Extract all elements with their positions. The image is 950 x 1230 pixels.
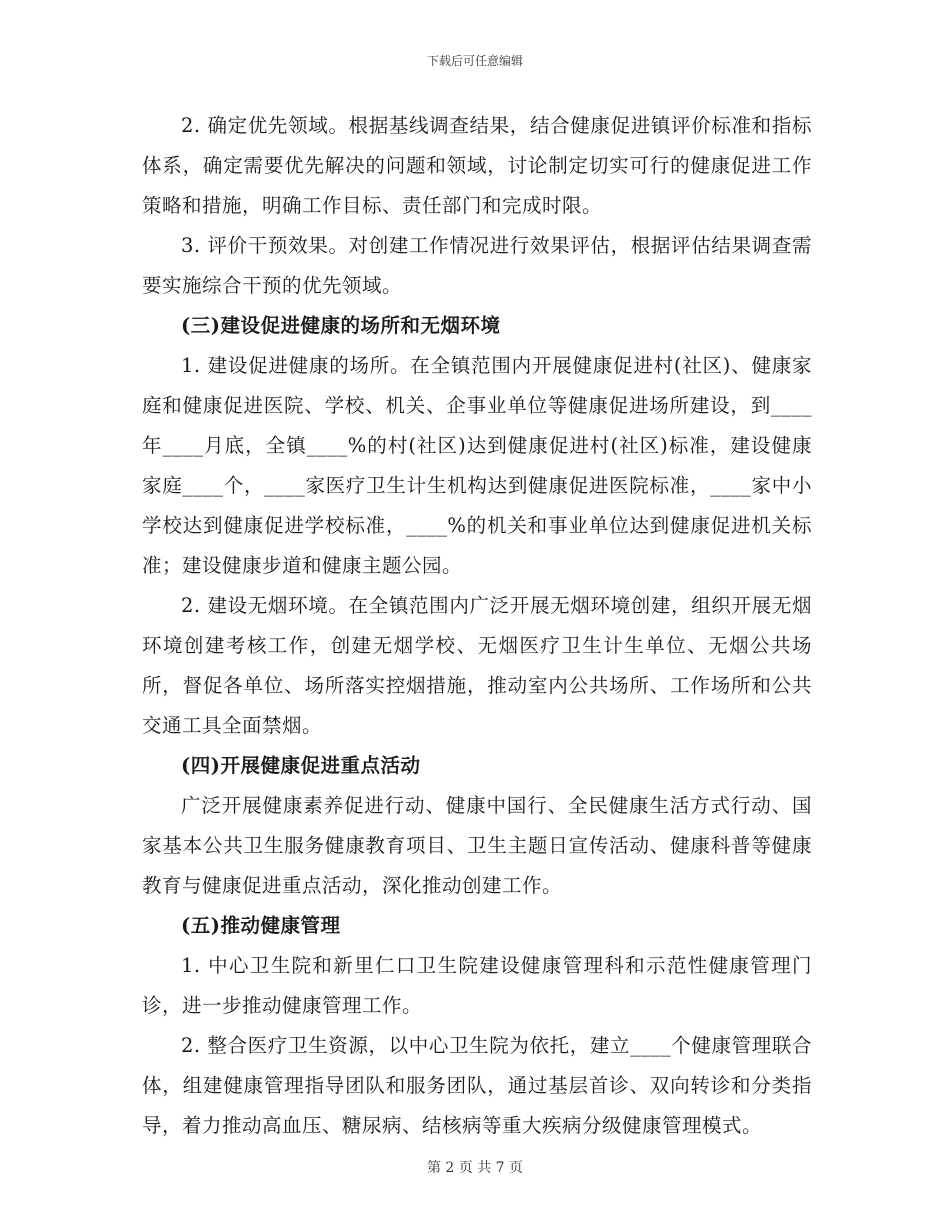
section-heading-3: (三)建设促进健康的场所和无烟环境 xyxy=(181,314,501,337)
paragraph-healthy-venues: 1. 建设促进健康的场所。在全镇范围内开展健康促进村(社区)、健康家庭和健康促进医院、学校、机关、企事业单位等健康促进场所建设，到____年____月底，全镇____%的村(社区)达到健康促进村(社区)标准，建设健康家庭____个，____家医疗卫生计生机构达到健康促进医院标准，____家中小学校达到健康促进学校标准，____%的机关和事业单位达到健康促进机关标准；建设健康步道和健康主题公园。 xyxy=(142,354,812,577)
section-heading-4: (四)开展健康促进重点活动 xyxy=(181,754,421,777)
page-header: 下载后可任意编辑 xyxy=(426,54,523,68)
paragraph-evaluate-intervention: 3. 评价干预效果。对创建工作情况进行效果评估，根据评估结果调查需要实施综合干预的优先领域。 xyxy=(142,234,812,297)
paragraph-key-activities: 广泛开展健康素养促进行动、健康中国行、全民健康生活方式行动、国家基本公共卫生服务健康教育项目、卫生主题日宣传活动、健康科普等健康教育与健康促进重点活动，深化推动创建工作。 xyxy=(142,794,812,897)
paragraph-smoke-free: 2. 建设无烟环境。在全镇范围内广泛开展无烟环境创建，组织开展无烟环境创建考核工作，创建无烟学校、无烟医疗卫生计生单位、无烟公共场所，督促各单位、场所落实控烟措施，推动室内公共场所、工作场所和公共交通工具全面禁烟。 xyxy=(142,594,812,737)
paragraph-health-management-alliance: 2. 整合医疗卫生资源，以中心卫生院为依托，建立____个健康管理联合体，组建健康管理指导团队和服务团队，通过基层首诊、双向转诊和分类指导，着力推动高血压、糖尿病、结核病等重大疾病分级健康管理模式。 xyxy=(142,1034,812,1137)
section-heading-5: (五)推动健康管理 xyxy=(181,914,341,937)
paragraph-priority-areas: 2. 确定优先领域。根据基线调查结果，结合健康促进镇评价标准和指标体系，确定需要优先解决的问题和领域，讨论制定切实可行的健康促进工作策略和措施，明确工作目标、责任部门和完成时限。 xyxy=(142,114,812,217)
paragraph-health-management-clinic: 1. 中心卫生院和新里仁口卫生院建设健康管理科和示范性健康管理门诊，进一步推动健康管理工作。 xyxy=(142,954,812,1017)
page-number: 第 2 页 共 7 页 xyxy=(426,1160,524,1176)
document-body xyxy=(142,106,812,1146)
